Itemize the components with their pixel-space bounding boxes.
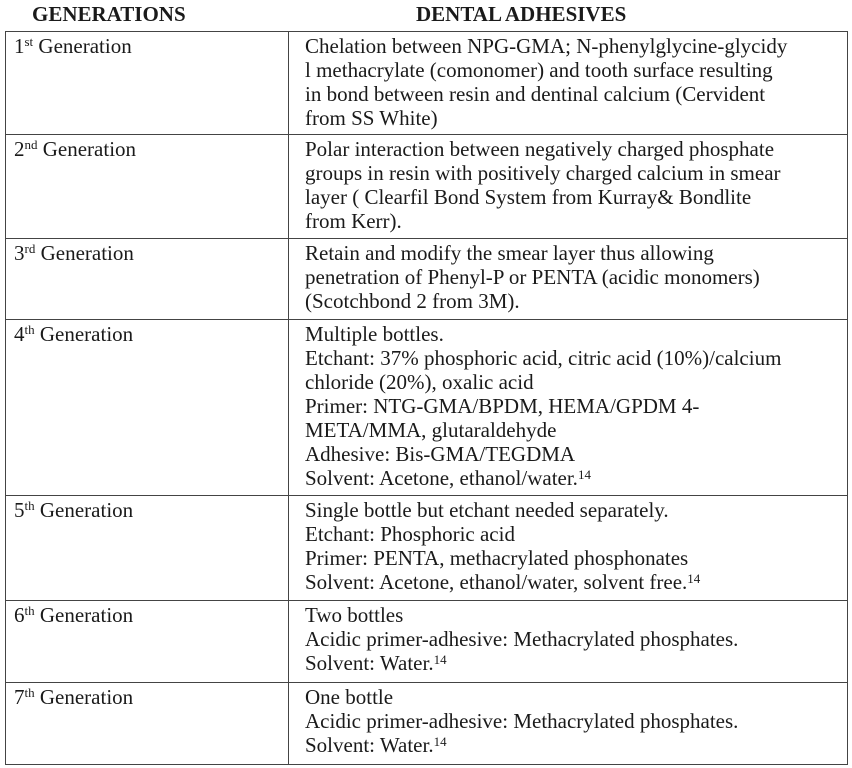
table-header	[0, 0, 852, 31]
header-dental-adhesives: DENTAL ADHESIVES	[416, 2, 627, 26]
adhesive-description-cell	[289, 683, 848, 765]
generation-label: Generation	[34, 322, 134, 346]
description-text: Solvent: Water.	[305, 651, 434, 675]
description-text: in bond between resin and dentinal calcium (Cervident	[305, 82, 766, 106]
generation-cell	[6, 683, 289, 765]
description-line	[305, 466, 841, 490]
description-line	[305, 161, 841, 185]
description-line	[305, 522, 841, 546]
generation-label: Generation	[35, 241, 134, 265]
description-text: Primer: NTG-GMA/BPDM, HEMA/GPDM 4-	[305, 394, 700, 418]
description-text: Retain and modify the smear layer thus allowing	[305, 241, 714, 265]
table-row	[6, 601, 848, 683]
description-text: Etchant: Phosphoric acid	[305, 522, 515, 546]
description-text: from SS White)	[305, 106, 438, 130]
generation-number: 3	[14, 241, 25, 265]
generation-cell	[6, 239, 289, 320]
description-line	[305, 209, 841, 233]
description-text: penetration of Phenyl-P or PENTA (acidic monomers)	[305, 265, 760, 289]
description-text: (Scotchbond 2 from 3M).	[305, 289, 520, 313]
generation-number: 6	[14, 603, 25, 627]
description-text: layer ( Clearfil Bond System from Kurray& Bondlite	[305, 185, 752, 209]
ordinal-suffix: th	[24, 685, 35, 700]
reference-superscript: 14	[687, 571, 701, 586]
ordinal-suffix: th	[24, 322, 35, 337]
description-line	[305, 185, 841, 209]
description-line	[305, 546, 841, 570]
generation-number: 2	[14, 137, 25, 161]
description-text: Etchant: 37% phosphoric acid, citric acid (10%)/calcium	[305, 346, 782, 370]
adhesive-description-cell	[289, 32, 848, 135]
description-line	[305, 733, 841, 757]
adhesive-description-cell	[289, 135, 848, 239]
table-row	[6, 239, 848, 320]
description-text: l methacrylate (comonomer) and tooth surface resulting	[305, 58, 773, 82]
generation-cell	[6, 135, 289, 239]
description-line	[305, 418, 841, 442]
generation-cell	[6, 496, 289, 601]
generation-number: 4	[14, 322, 25, 346]
description-text: groups in resin with positively charged calcium in smear	[305, 161, 781, 185]
adhesive-description-cell	[289, 601, 848, 683]
description-line	[305, 289, 841, 313]
description-line	[305, 442, 841, 466]
description-line	[305, 370, 841, 394]
description-text: Primer: PENTA, methacrylated phosphonates	[305, 546, 689, 570]
generation-label: Generation	[34, 685, 134, 709]
description-text: Chelation between NPG-GMA; N-phenylglycine-glycidy	[305, 34, 788, 58]
description-text: Solvent: Acetone, ethanol/water, solvent free.	[305, 570, 688, 594]
table-row	[6, 320, 848, 496]
description-line	[305, 685, 841, 709]
generation-label: Generation	[33, 34, 132, 58]
adhesive-description-cell	[289, 239, 848, 320]
generation-number: 7	[14, 685, 25, 709]
description-line	[305, 394, 841, 418]
description-text: Solvent: Acetone, ethanol/water.	[305, 466, 578, 490]
ordinal-suffix: th	[24, 498, 35, 513]
description-text: Single bottle but etchant needed separately.	[305, 498, 669, 522]
table-row	[6, 496, 848, 601]
generation-number: 5	[14, 498, 25, 522]
table-row	[6, 683, 848, 765]
adhesive-description-cell	[289, 320, 848, 496]
description-line	[305, 603, 841, 627]
generation-label: Generation	[37, 137, 137, 161]
header-generations: GENERATIONS	[32, 2, 186, 26]
description-text: Polar interaction between negatively charged phosphate	[305, 137, 775, 161]
description-text: Acidic primer-adhesive: Methacrylated phosphates.	[305, 709, 739, 733]
description-line	[305, 570, 841, 594]
reference-superscript: 14	[433, 734, 447, 749]
description-text: One bottle	[305, 685, 394, 709]
description-text: Acidic primer-adhesive: Methacrylated phosphates.	[305, 627, 739, 651]
generation-cell	[6, 320, 289, 496]
description-line	[305, 265, 841, 289]
generation-cell	[6, 601, 289, 683]
description-line	[305, 322, 841, 346]
description-text: from Kerr).	[305, 209, 402, 233]
description-line	[305, 106, 841, 130]
description-line	[305, 58, 841, 82]
ordinal-suffix: nd	[24, 137, 38, 152]
generations-table	[5, 31, 848, 765]
description-line	[305, 241, 841, 265]
description-line	[305, 137, 841, 161]
description-line	[305, 627, 841, 651]
description-text: Multiple bottles.	[305, 322, 444, 346]
ordinal-suffix: th	[24, 603, 35, 618]
generation-cell	[6, 32, 289, 135]
description-line	[305, 34, 841, 58]
table-row	[6, 32, 848, 135]
description-text: Two bottles	[305, 603, 404, 627]
description-text: META/MMA, glutaraldehyde	[305, 418, 557, 442]
reference-superscript: 14	[577, 467, 591, 482]
description-line	[305, 651, 841, 675]
description-text: Adhesive: Bis-GMA/TEGDMA	[305, 442, 576, 466]
ordinal-suffix: rd	[24, 241, 36, 256]
ordinal-suffix: st	[24, 34, 34, 49]
description-line	[305, 498, 841, 522]
generation-label: Generation	[34, 603, 134, 627]
table-row	[6, 135, 848, 239]
description-text: chloride (20%), oxalic acid	[305, 370, 534, 394]
description-line	[305, 709, 841, 733]
adhesive-description-cell	[289, 496, 848, 601]
generation-number: 1	[14, 34, 25, 58]
description-line	[305, 82, 841, 106]
description-line	[305, 346, 841, 370]
generation-label: Generation	[34, 498, 134, 522]
description-text: Solvent: Water.	[305, 733, 434, 757]
reference-superscript: 14	[433, 652, 447, 667]
